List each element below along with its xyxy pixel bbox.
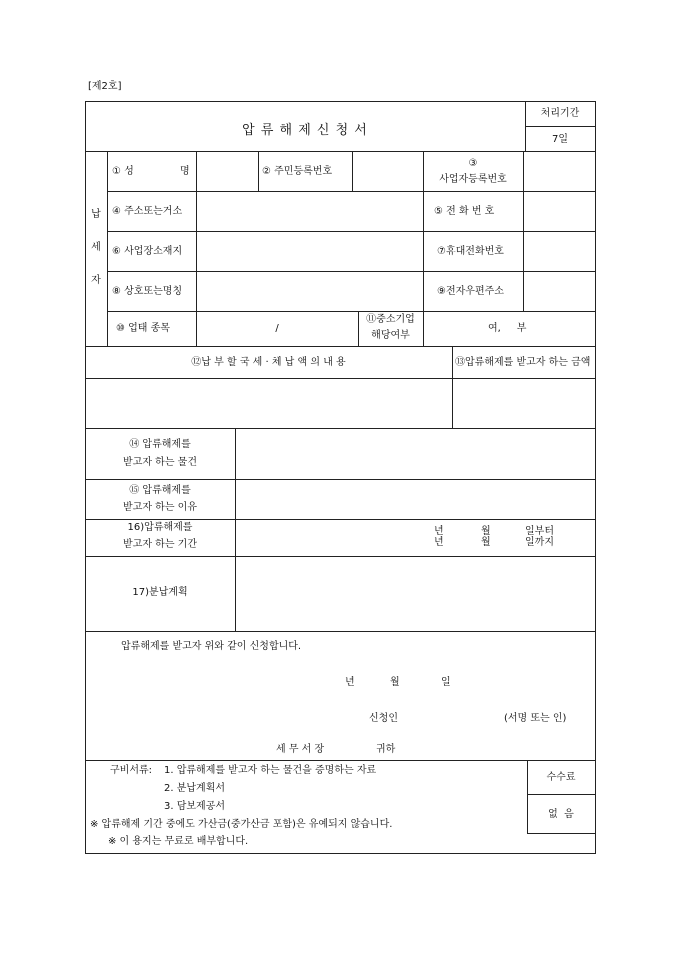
period-to: 일까지 — [525, 537, 554, 548]
form-number: [제2호] — [88, 81, 122, 92]
business-location-label: ⑥ 사업장소재지 — [112, 246, 183, 257]
email-label: ⑨전자우편주소 — [437, 286, 504, 297]
document-item-2: 2. 분납계획서 — [164, 783, 226, 794]
fee-value: 없 음 — [548, 809, 574, 820]
taxpayer-label-3: 자 — [91, 275, 101, 286]
honorific: 귀하 — [376, 744, 396, 755]
business-type-label: ⑩ 업태 종목 — [116, 323, 170, 334]
date-year: 년 — [345, 677, 355, 688]
trade-name-label: ⑧ 상호또는명칭 — [112, 286, 183, 297]
period-month-to: 월 — [481, 537, 491, 548]
name-label-suffix: 명 — [180, 166, 190, 177]
item-17-label: 17)분납계획 — [132, 587, 188, 598]
documents-label: 구비서류: — [110, 765, 153, 776]
business-no-label: 사업자등록번호 — [439, 174, 507, 185]
item-16-label-1: 16)압류해제를 — [127, 522, 193, 533]
mobile-label: ⑦휴대전화번호 — [437, 246, 504, 257]
document-item-3: 3. 담보제공서 — [164, 801, 226, 812]
sme-label-2: 해당여부 — [371, 330, 410, 341]
name-label: ① 성 — [112, 166, 134, 177]
business-type-separator: / — [275, 323, 279, 334]
phone-label: ⑤ 전 화 번 호 — [434, 206, 495, 217]
item-15-label-1: ⑮ 압류해제를 — [129, 485, 191, 496]
section-13-header: ⑬압류해제를 받고자 하는 금액 — [455, 357, 591, 368]
section-12-header: ⑫납 부 할 국 세 · 체 납 액 의 내 용 — [191, 357, 346, 368]
fee-label: 수수료 — [546, 772, 576, 783]
sme-label-1: ⑪중소기업 — [366, 314, 415, 325]
item-14-label-2: 받고자 하는 물건 — [123, 457, 197, 468]
item-14-label-1: ⑭ 압류해제를 — [129, 439, 191, 450]
date-day: 일 — [441, 677, 451, 688]
item-15-label-2: 받고자 하는 이유 — [123, 502, 197, 513]
processing-label: 처리기간 — [540, 108, 580, 119]
note-2: ※ 이 용지는 무료로 배부합니다. — [108, 836, 249, 847]
period-month-from: 월 — [481, 526, 491, 537]
tax-office-head: 세 무 서 장 — [276, 744, 325, 755]
sme-value: 여, 부 — [488, 323, 527, 334]
period-from: 일부터 — [525, 526, 554, 537]
resident-no-label: ② 주민등록번호 — [262, 166, 333, 177]
applicant-label: 신청인 — [369, 713, 398, 724]
note-1: ※ 압류해제 기간 중에도 가산금(중가산금 포함)은 유예되지 않습니다. — [90, 819, 393, 830]
signature-label: (서명 또는 인) — [504, 713, 567, 724]
taxpayer-label-2: 세 — [91, 242, 101, 253]
processing-value: 7일 — [551, 134, 569, 145]
address-label: ④ 주소또는거소 — [112, 206, 183, 217]
period-year-to: 년 — [434, 537, 444, 548]
document-item-1: 1. 압류해제를 받고자 하는 물건을 증명하는 자료 — [164, 765, 377, 776]
date-month: 월 — [390, 677, 400, 688]
period-year-from: 년 — [434, 526, 444, 537]
item-16-label-2: 받고자 하는 기간 — [123, 539, 197, 550]
taxpayer-label-1: 납 — [91, 209, 101, 220]
business-no-mark: ③ — [468, 158, 478, 169]
application-statement: 압류해제를 받고자 위와 같이 신청합니다. — [121, 641, 302, 652]
form-title: 압 류 해 제 신 청 서 — [242, 123, 368, 138]
